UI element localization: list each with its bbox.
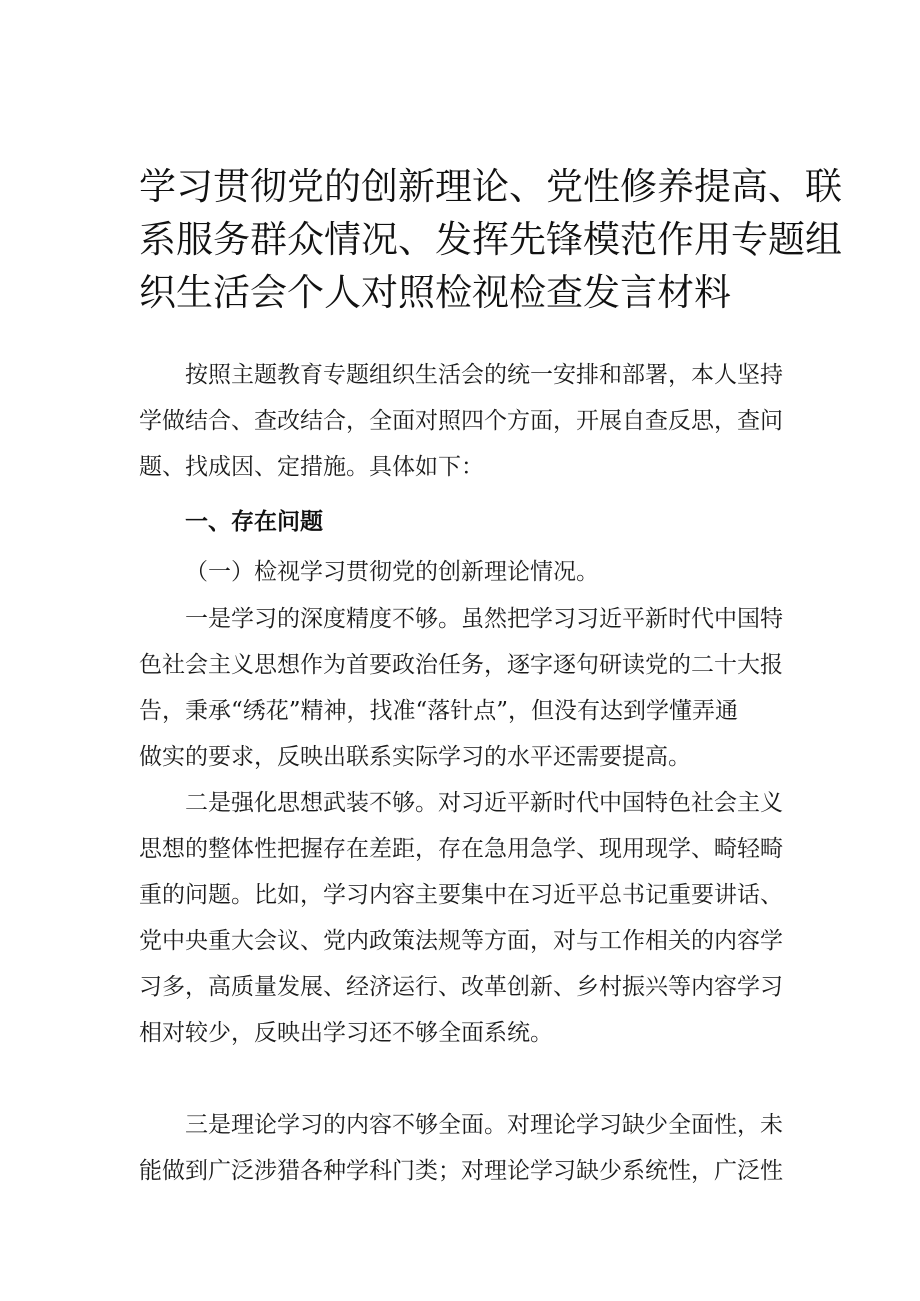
document-title bbox=[139, 160, 842, 319]
paragraph-content-coverage bbox=[139, 1102, 783, 1194]
p2-line-1: 二是强化思想武装不够。对习近平新时代中国特色社会主义 bbox=[139, 790, 783, 816]
p3-line-2: 能做到广泛涉猎各种学科门类；对理论学习缺少系统性，广泛性 bbox=[139, 1158, 783, 1184]
intro-line-1: 按照主题教育专题组织生活会的统一安排和部署，本人坚持 bbox=[139, 362, 783, 388]
p1-line-3: 告，秉承“绣花”精神，找准“落针点”，但没有达到学懂弄通 bbox=[139, 698, 739, 724]
intro-paragraph bbox=[139, 352, 783, 490]
p2-line-2: 思想的整体性把握存在差距，存在急用急学、现用现学、畸轻畸 bbox=[139, 836, 783, 862]
title-line-1: 学习贯彻党的创新理论、党性修养提高、联 bbox=[139, 165, 842, 208]
p1-line-2: 色社会主义思想作为首要政治任务，逐字逐句研读党的二十大报 bbox=[139, 652, 783, 678]
paragraph-depth bbox=[139, 596, 783, 780]
p1-line-1: 一是学习的深度精度不够。虽然把学习习近平新时代中国特 bbox=[139, 606, 783, 632]
p2-line-3: 重的问题。比如，学习内容主要集中在习近平总书记重要讲话、 bbox=[139, 882, 783, 908]
p2-line-4: 党中央重大会议、党内政策法规等方面，对与工作相关的内容学 bbox=[139, 928, 783, 954]
p1-line-4: 做实的要求，反映出联系实际学习的水平还需要提高。 bbox=[139, 744, 691, 770]
p3-line-1: 三是理论学习的内容不够全面。对理论学习缺少全面性，未 bbox=[139, 1112, 783, 1138]
paragraph-thought-arming bbox=[139, 780, 783, 1056]
subsection-heading-theory: （一）检视学习贯彻党的创新理论情况。 bbox=[185, 559, 599, 585]
section-heading-problems: 一、存在问题 bbox=[185, 509, 323, 535]
intro-line-2: 学做结合、查改结合，全面对照四个方面，开展自查反思，查问 bbox=[139, 408, 783, 434]
title-line-3: 织生活会个人对照检视检查发言材料 bbox=[139, 271, 731, 314]
p2-line-6: 相对较少，反映出学习还不够全面系统。 bbox=[139, 1020, 553, 1046]
title-line-2: 系服务群众情况、发挥先锋模范作用专题组 bbox=[139, 218, 842, 261]
p2-line-5: 习多，高质量发展、经济运行、改革创新、乡村振兴等内容学习 bbox=[139, 974, 783, 1000]
intro-line-3: 题、找成因、定措施。具体如下： bbox=[139, 454, 484, 480]
